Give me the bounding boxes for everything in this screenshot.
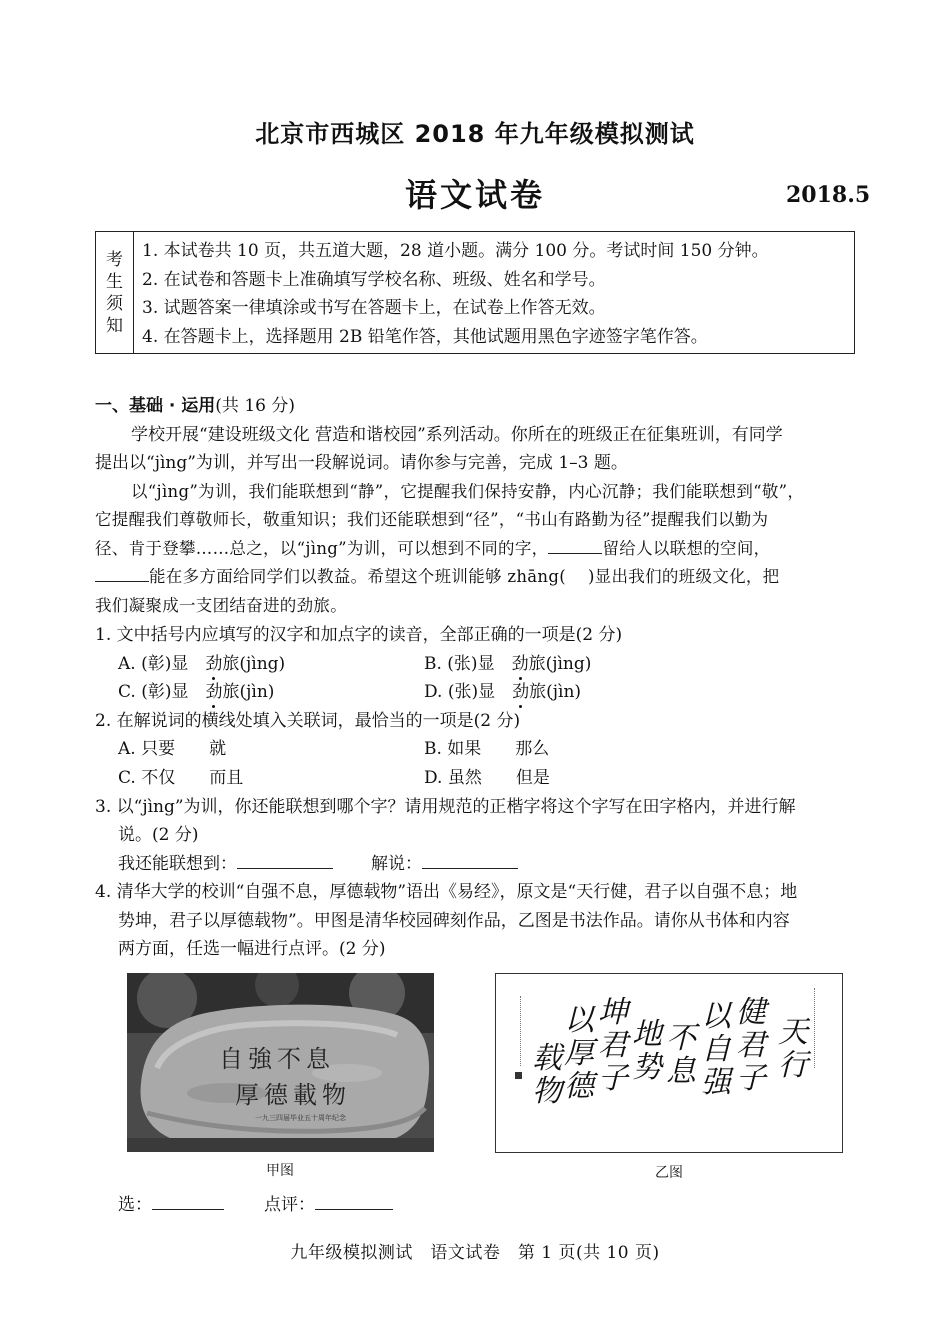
passage-line <box>95 563 779 587</box>
stone-carving-photo <box>127 973 434 1152</box>
passage-line: 它提醒我们尊敬师长，敬重知识；我们还能联想到“径”，“书山有路勤为径”提醒我们以勤为 <box>95 510 769 529</box>
stone-inscription-line: 自強不息 <box>219 1045 335 1073</box>
section-points: (共 16 分) <box>215 396 296 416</box>
passage-text: 能在多方面给同学们以教益。希望这个班训能够 zhāng( <box>149 567 566 586</box>
question-4-stem: 4. 清华大学的校训“自强不息，厚德载物”语出《易经》，原文是“天行健，君子以自强不息；地 <box>95 882 798 902</box>
notice-label-char: 生 <box>106 271 123 292</box>
page-footer: 九年级模拟测试 语文试卷 第 1 页(共 10 页) <box>290 1243 660 1263</box>
fill-blank[interactable] <box>548 539 602 554</box>
intro-line: 提出以“jìng”为训，并写出一段解说词。请你参与完善，完成 1–3 题。 <box>95 453 628 473</box>
stone-small-inscription: 一九三四届毕业五十周年纪念 <box>255 1114 346 1122</box>
q2-option-d[interactable]: D. 虽然 但是 <box>424 768 550 788</box>
question-3-stem: 说。(2 分) <box>118 825 199 845</box>
notice-item: 3. 试题答案一律填涂或书写在答题卡上，在试卷上作答无效。 <box>142 298 606 318</box>
candidate-notice-box <box>95 231 855 354</box>
notice-label-char: 知 <box>106 315 123 336</box>
notice-label-char: 考 <box>106 249 123 270</box>
answer-blank[interactable] <box>237 854 333 869</box>
calligraphy-column: 天行 <box>778 1015 808 1083</box>
notice-item: 4. 在答题卡上，选择题用 2B 铅笔作答，其他试题用黑色字迹签字笔作答。 <box>142 326 708 347</box>
q1-option-c[interactable] <box>118 677 274 702</box>
paper-subtitle: 语文试卷 <box>404 176 545 214</box>
answer-blank[interactable] <box>152 1195 224 1210</box>
exam-title: 北京市西城区 2018 年九年级模拟测试 <box>255 120 695 148</box>
notice-label-char: 须 <box>106 293 123 314</box>
dotted-char: 劲 <box>512 682 530 702</box>
signature-mark <box>520 996 529 1066</box>
calligraphy-column: 以厚德 <box>564 1003 594 1104</box>
notice-items <box>142 237 769 351</box>
option-text: B. (张)显 <box>424 654 512 674</box>
question-3-stem: 3. 以“jìng”为训，你还能联想到哪个字？请用规范的正楷字将这个字写在田字格内，并进行解 <box>95 797 796 817</box>
dotted-char: 劲 <box>205 682 223 702</box>
notice-item: 1. 本试卷共 10 页，共五道大题，28 道小题。满分 100 分。考试时间 150 分钟。 <box>142 241 769 261</box>
option-text: D. (张)显 <box>424 682 513 702</box>
intro-line: 学校开展“建设班级文化 营造和谐校园”系列活动。你所在的班级正在征集班训，有同学 <box>131 425 783 445</box>
option-text: C. (彰)显 <box>118 682 206 702</box>
option-text: 旅(jìng) <box>528 654 592 674</box>
exam-date: 2018.5 <box>786 182 871 208</box>
option-text: 旅(jìn) <box>529 682 582 702</box>
calligraphy-column: 坤君子 <box>598 995 628 1096</box>
option-text: A. (彰)显 <box>118 654 206 674</box>
question-4-stem: 势坤，君子以厚德载物”。甲图是清华校园碑刻作品，乙图是书法作品。请你从书体和内容 <box>118 911 790 931</box>
answer-blank[interactable] <box>315 1195 393 1210</box>
q1-option-a[interactable] <box>118 649 285 674</box>
question-1-stem: 1. 文中括号内应填写的汉字和加点字的读音，全部正确的一项是(2 分) <box>95 625 623 645</box>
passage-line: 以“jìng”为训，我们能联想到“静”，它提醒我们保持安静，内心沉静；我们能联想到“敬”， <box>131 482 805 501</box>
section-heading <box>95 391 295 416</box>
option-text: 旅(jìn) <box>222 682 275 702</box>
answer-label: 我还能联想到： <box>118 854 237 874</box>
q2-option-a[interactable]: A. 只要 就 <box>118 739 227 759</box>
fill-blank[interactable] <box>95 567 149 582</box>
q1-option-b[interactable] <box>424 649 591 674</box>
passage-text: 留给人以联想的空间， <box>602 539 771 558</box>
option-text: 旅(jìng) <box>222 654 286 674</box>
notice-label <box>96 232 134 353</box>
dotted-char: 劲 <box>511 654 529 674</box>
calligraphy-column: 地势 <box>632 1017 662 1085</box>
section-title: 一、基础 · 运用 <box>95 396 216 416</box>
passage-text: )显出我们的班级文化，把 <box>587 567 780 586</box>
calligraphy-column: 以自强 <box>701 999 731 1100</box>
answer-label: 解说： <box>371 854 422 874</box>
answer-label: 选： <box>118 1195 152 1215</box>
caption-jia: 甲图 <box>266 1163 294 1179</box>
answer-label: 点评： <box>264 1195 315 1215</box>
seal-stamp <box>515 1072 522 1079</box>
q4-answer-row <box>118 1190 393 1215</box>
question-2-stem: 2. 在解说词的横线处填入关联词，最恰当的一项是(2 分) <box>95 711 521 731</box>
q2-option-c[interactable]: C. 不仅 而且 <box>118 768 244 788</box>
calligraphy-column: 载物 <box>532 1041 562 1109</box>
stone-inscription-line: 厚德載物 <box>235 1081 351 1109</box>
q1-option-d[interactable] <box>424 677 581 702</box>
passage-line <box>95 535 770 559</box>
calligraphy-artwork <box>495 973 843 1153</box>
question-4-stem: 两方面，任选一幅进行点评。(2 分) <box>118 939 386 959</box>
inscription-mark <box>814 988 823 1068</box>
notice-item: 2. 在试卷和答题卡上准确填写学校名称、班级、姓名和学号。 <box>142 269 606 290</box>
caption-yi: 乙图 <box>655 1165 683 1181</box>
calligraphy-column: 健君子 <box>736 995 766 1096</box>
q3-answer-row <box>118 849 518 874</box>
q2-option-b[interactable]: B. 如果 那么 <box>424 739 550 759</box>
passage-text: 径、肯于登攀……总之，以“jìng”为训，可以想到不同的字， <box>95 539 549 558</box>
answer-blank[interactable] <box>422 854 518 869</box>
calligraphy-column: 不息 <box>666 1021 696 1089</box>
passage-line: 我们凝聚成一支团结奋进的劲旅。 <box>95 596 347 615</box>
dotted-char: 劲 <box>205 654 223 674</box>
